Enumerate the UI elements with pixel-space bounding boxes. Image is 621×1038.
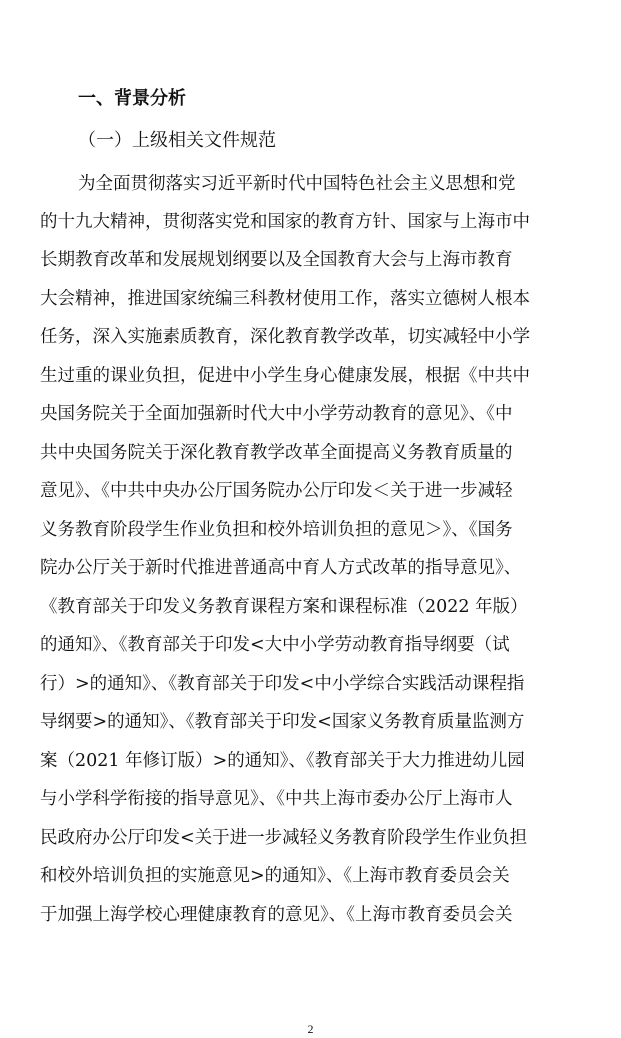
paragraph-line: 为全面贯彻落实习近平新时代中国特色社会主义思想和党 [78,174,516,194]
paragraph-line: 长期教育改革和发展规划纲要以及全国教育大会与上海市教育 [40,250,513,270]
paragraph-line: 行）>的通知》、《教育部关于印发<中小学综合实践活动课程指 [40,674,525,694]
paragraph-line: 导纲要>的通知》、《教育部关于印发<国家义务教育质量监测方 [40,712,525,732]
paragraph-line: 于加强上海学校心理健康教育的意见》、《上海市教育委员会关 [40,905,513,925]
paragraph-line: 《教育部关于印发义务教育课程方案和课程标准（2022 年版） [40,597,528,617]
paragraph-line: 院办公厅关于新时代推进普通高中育人方式改革的指导意见》、 [40,558,522,578]
paragraph-line: 共中央国务院关于深化教育教学改革全面提高义务教育质量的 [40,443,513,463]
section-heading: 一、背景分析 [78,88,186,109]
paragraph-line: 义务教育阶段学生作业负担和校外培训负担的意见＞》、《国务 [40,520,513,540]
paragraph-line: 与小学科学衔接的指导意见》、《中共上海市委办公厅上海市人 [40,789,513,809]
paragraph-line: 任务，深入实施素质教育，深化教育教学改革，切实减轻中小学 [40,327,530,347]
paragraph-line: 的通知》、《教育部关于印发<大中小学劳动教育指导纲要（试 [40,635,510,655]
paragraph-line: 和校外培训负担的实施意见>的通知》、《上海市教育委员会关 [40,866,510,886]
section-subheading: （一）上级相关文件规范 [78,130,276,151]
paragraph-line: 央国务院关于全面加强新时代大中小学劳动教育的意见》、《中 [40,404,513,424]
paragraph-line: 大会精神，推进国家统编三科教材使用工作，落实立德树人根本 [40,289,530,309]
page-number: 2 [307,1022,314,1036]
paragraph-line: 民政府办公厅印发<关于进一步减轻义务教育阶段学生作业负担 [40,828,528,848]
paragraph-line: 案（2021 年修订版）>的通知》、《教育部关于大力推进幼儿园 [40,751,525,771]
paragraph-line: 的十九大精神，贯彻落实党和国家的教育方针、国家与上海市中 [40,212,530,232]
paragraph-line: 生过重的课业负担，促进中小学生身心健康发展，根据《中共中 [40,366,530,386]
paragraph-line: 意见》、《中共中央办公厅国务院办公厅印发＜关于进一步减轻 [40,481,513,501]
